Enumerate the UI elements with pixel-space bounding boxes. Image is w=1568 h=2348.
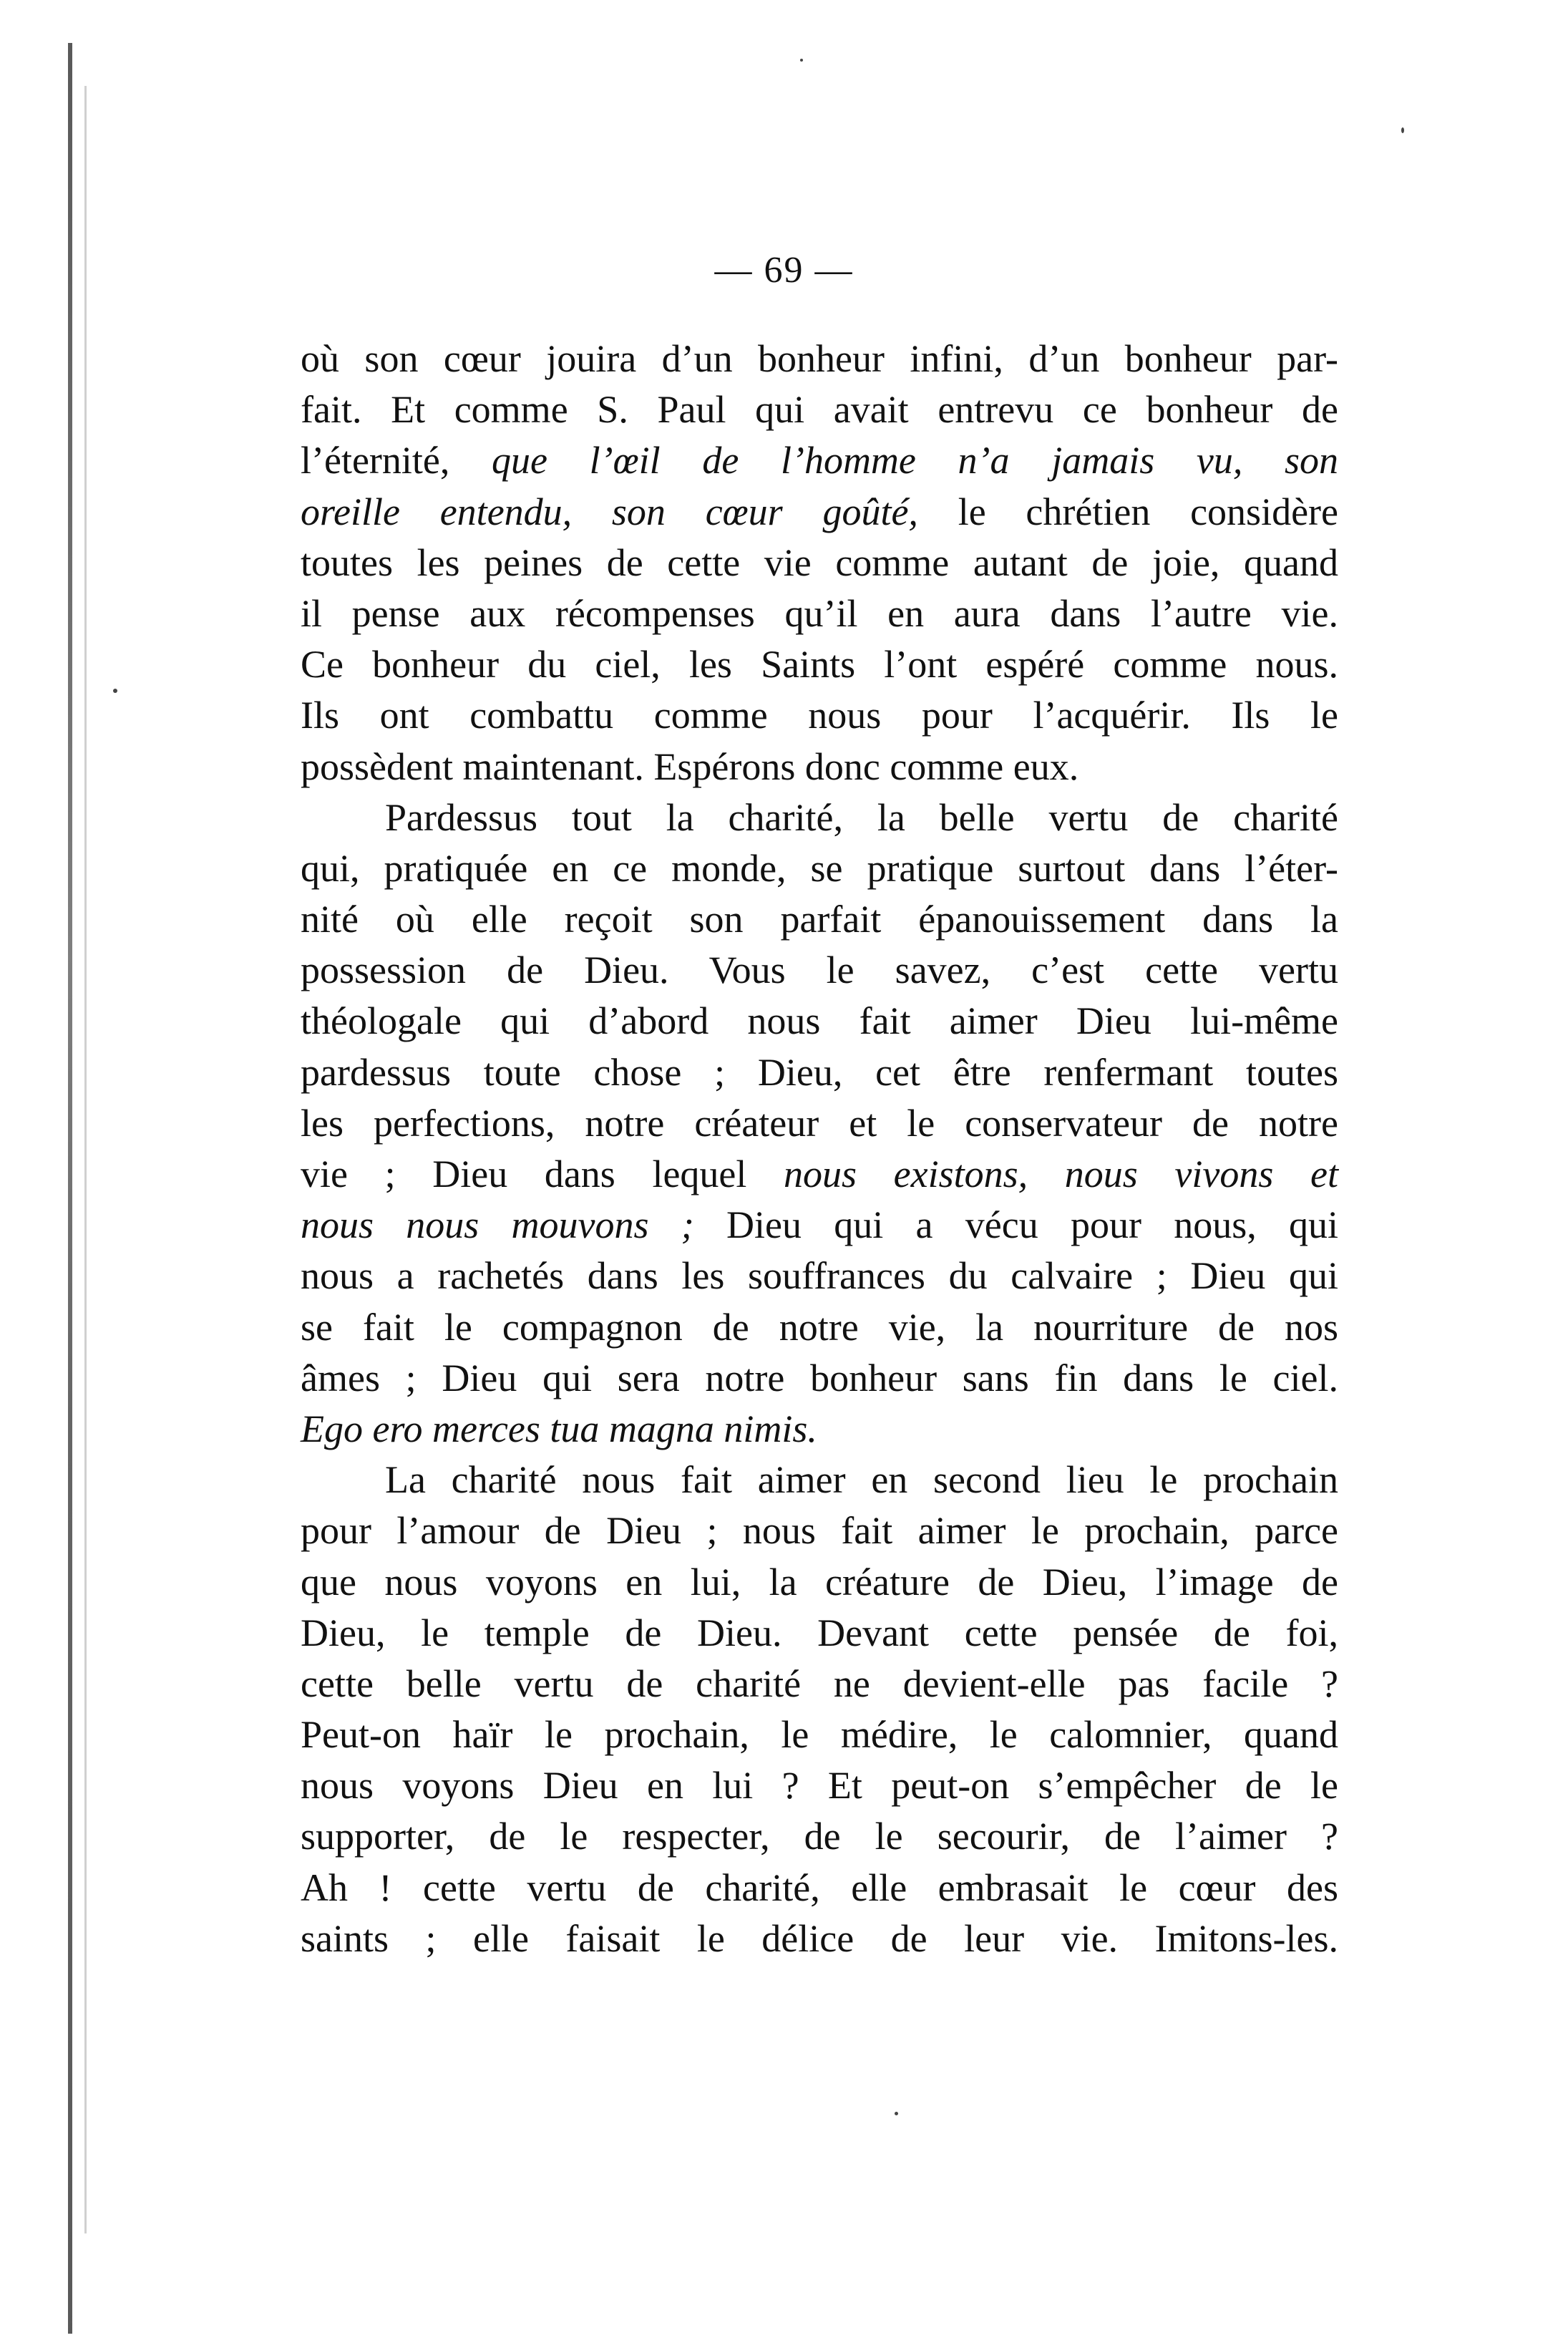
text-run: Ah ! cette vertu de charité, elle embrasait le cœur des bbox=[301, 1866, 1338, 1909]
text-line bbox=[301, 1811, 1338, 1862]
text-run: supporter, de le respecter, de le secourir, de l’aimer ? bbox=[301, 1815, 1338, 1858]
text-line bbox=[301, 487, 1338, 538]
text-line bbox=[301, 792, 1338, 843]
text-run: pour l’amour de Dieu ; nous fait aimer le prochain, parce bbox=[301, 1509, 1338, 1553]
print-speck bbox=[800, 59, 803, 62]
page-number: — 69 — bbox=[714, 250, 854, 291]
text-run: l’éternité, bbox=[301, 439, 492, 482]
text-run: Pardessus tout la charité, la belle vertu de charité bbox=[385, 795, 1338, 839]
text-run: nité où elle reçoit son parfait épanouissement dans la bbox=[301, 898, 1338, 941]
text-line bbox=[301, 945, 1338, 996]
text-run: nous a rachetés dans les souffrances du calvaire ; Dieu qui bbox=[301, 1254, 1338, 1298]
text-run: possèdent maintenant. Espérons donc comme eux. bbox=[301, 744, 1079, 788]
text-line bbox=[301, 1659, 1338, 1709]
text-line bbox=[301, 1098, 1338, 1149]
text-line bbox=[301, 588, 1338, 639]
text-line bbox=[301, 843, 1338, 894]
text-run: Peut-on haïr le prochain, le médire, le calomnier, quand bbox=[301, 1713, 1338, 1757]
text-line bbox=[301, 742, 1338, 792]
text-run: que nous voyons en lui, la créature de Dieu, l’image de bbox=[301, 1560, 1338, 1604]
text-run: il pense aux récompenses qu’il en aura dans l’autre vie. bbox=[301, 591, 1338, 635]
text-line bbox=[301, 996, 1338, 1047]
text-line bbox=[301, 1557, 1338, 1608]
text-run: Ce bonheur du ciel, les Saints l’ont espéré comme nous. bbox=[301, 643, 1338, 687]
text-run: saints ; elle faisait le délice de leur vie. Imitons-les. bbox=[301, 1916, 1338, 1960]
text-line bbox=[301, 1505, 1338, 1556]
text-line bbox=[301, 384, 1338, 435]
text-line bbox=[301, 538, 1338, 588]
text-run: les perfections, notre créateur et le conservateur de notre bbox=[301, 1101, 1338, 1145]
text-run: La charité nous fait aimer en second lieu le prochain bbox=[385, 1458, 1338, 1502]
text-run: théologale qui d’abord nous fait aimer Dieu lui-même bbox=[301, 999, 1338, 1043]
page-binding-shadow bbox=[84, 86, 87, 2233]
text-run: se fait le compagnon de notre vie, la nourriture de nos bbox=[301, 1305, 1338, 1349]
page-binding-edge bbox=[68, 43, 72, 2334]
text-run: pardessus toute chose ; Dieu, cet être renfermant toutes bbox=[301, 1050, 1338, 1094]
text-line bbox=[301, 1913, 1338, 1964]
text-line bbox=[301, 1455, 1338, 1505]
text-run: le chrétien considère bbox=[917, 490, 1338, 533]
body-text bbox=[301, 334, 1338, 1964]
text-line bbox=[301, 1863, 1338, 1913]
text-line bbox=[301, 894, 1338, 945]
text-run: qui, pratiquée en ce monde, se pratique surtout dans l’éter- bbox=[301, 846, 1338, 890]
text-line bbox=[301, 1353, 1338, 1404]
text-line bbox=[301, 1760, 1338, 1811]
text-line bbox=[301, 690, 1338, 741]
text-line bbox=[301, 639, 1338, 690]
text-run: fait. Et comme S. Paul qui avait entrevu ce bonheur de bbox=[301, 388, 1338, 432]
text-run: Ils ont combattu comme nous pour l’acquérir. Ils le bbox=[301, 694, 1338, 737]
text-run: toutes les peines de cette vie comme autant de joie, quand bbox=[301, 540, 1338, 584]
text-line bbox=[301, 1149, 1338, 1200]
italic-phrase: Ego ero merces tua magna nimis. bbox=[301, 1407, 817, 1450]
text-line bbox=[301, 1608, 1338, 1659]
print-speck bbox=[895, 2112, 898, 2115]
text-line bbox=[301, 1302, 1338, 1353]
text-run: Dieu, le temple de Dieu. Devant cette pensée de foi, bbox=[301, 1611, 1338, 1654]
italic-phrase: oreille entendu, son cœur goûté, bbox=[301, 490, 918, 533]
text-run: âmes ; Dieu qui sera notre bonheur sans fin dans le ciel. bbox=[301, 1356, 1338, 1399]
text-line bbox=[301, 1251, 1338, 1301]
text-run: nous voyons Dieu en lui ? Et peut-on s’empêcher de le bbox=[301, 1764, 1338, 1808]
text-run: Dieu qui a vécu pour nous, qui bbox=[693, 1203, 1338, 1247]
print-speck bbox=[113, 689, 117, 693]
print-speck bbox=[1401, 127, 1404, 133]
text-line bbox=[301, 334, 1338, 384]
text-run: possession de Dieu. Vous le savez, c’est cette vertu bbox=[301, 949, 1338, 992]
text-line bbox=[301, 1200, 1338, 1251]
italic-phrase: nous nous mouvons ; bbox=[301, 1203, 694, 1247]
text-run: vie ; Dieu dans lequel bbox=[301, 1153, 784, 1195]
text-line bbox=[301, 1047, 1338, 1098]
text-line bbox=[301, 1709, 1338, 1760]
text-line bbox=[301, 1404, 1338, 1455]
italic-phrase: nous existons, nous vivons et bbox=[784, 1153, 1338, 1195]
text-line bbox=[301, 435, 1338, 486]
text-run: où son cœur jouira d’un bonheur infini, d’un bonheur par- bbox=[301, 337, 1338, 380]
italic-phrase: que l’œil de l’homme n’a jamais vu, son bbox=[492, 439, 1339, 482]
text-run: cette belle vertu de charité ne devient-elle pas facile ? bbox=[301, 1661, 1338, 1705]
